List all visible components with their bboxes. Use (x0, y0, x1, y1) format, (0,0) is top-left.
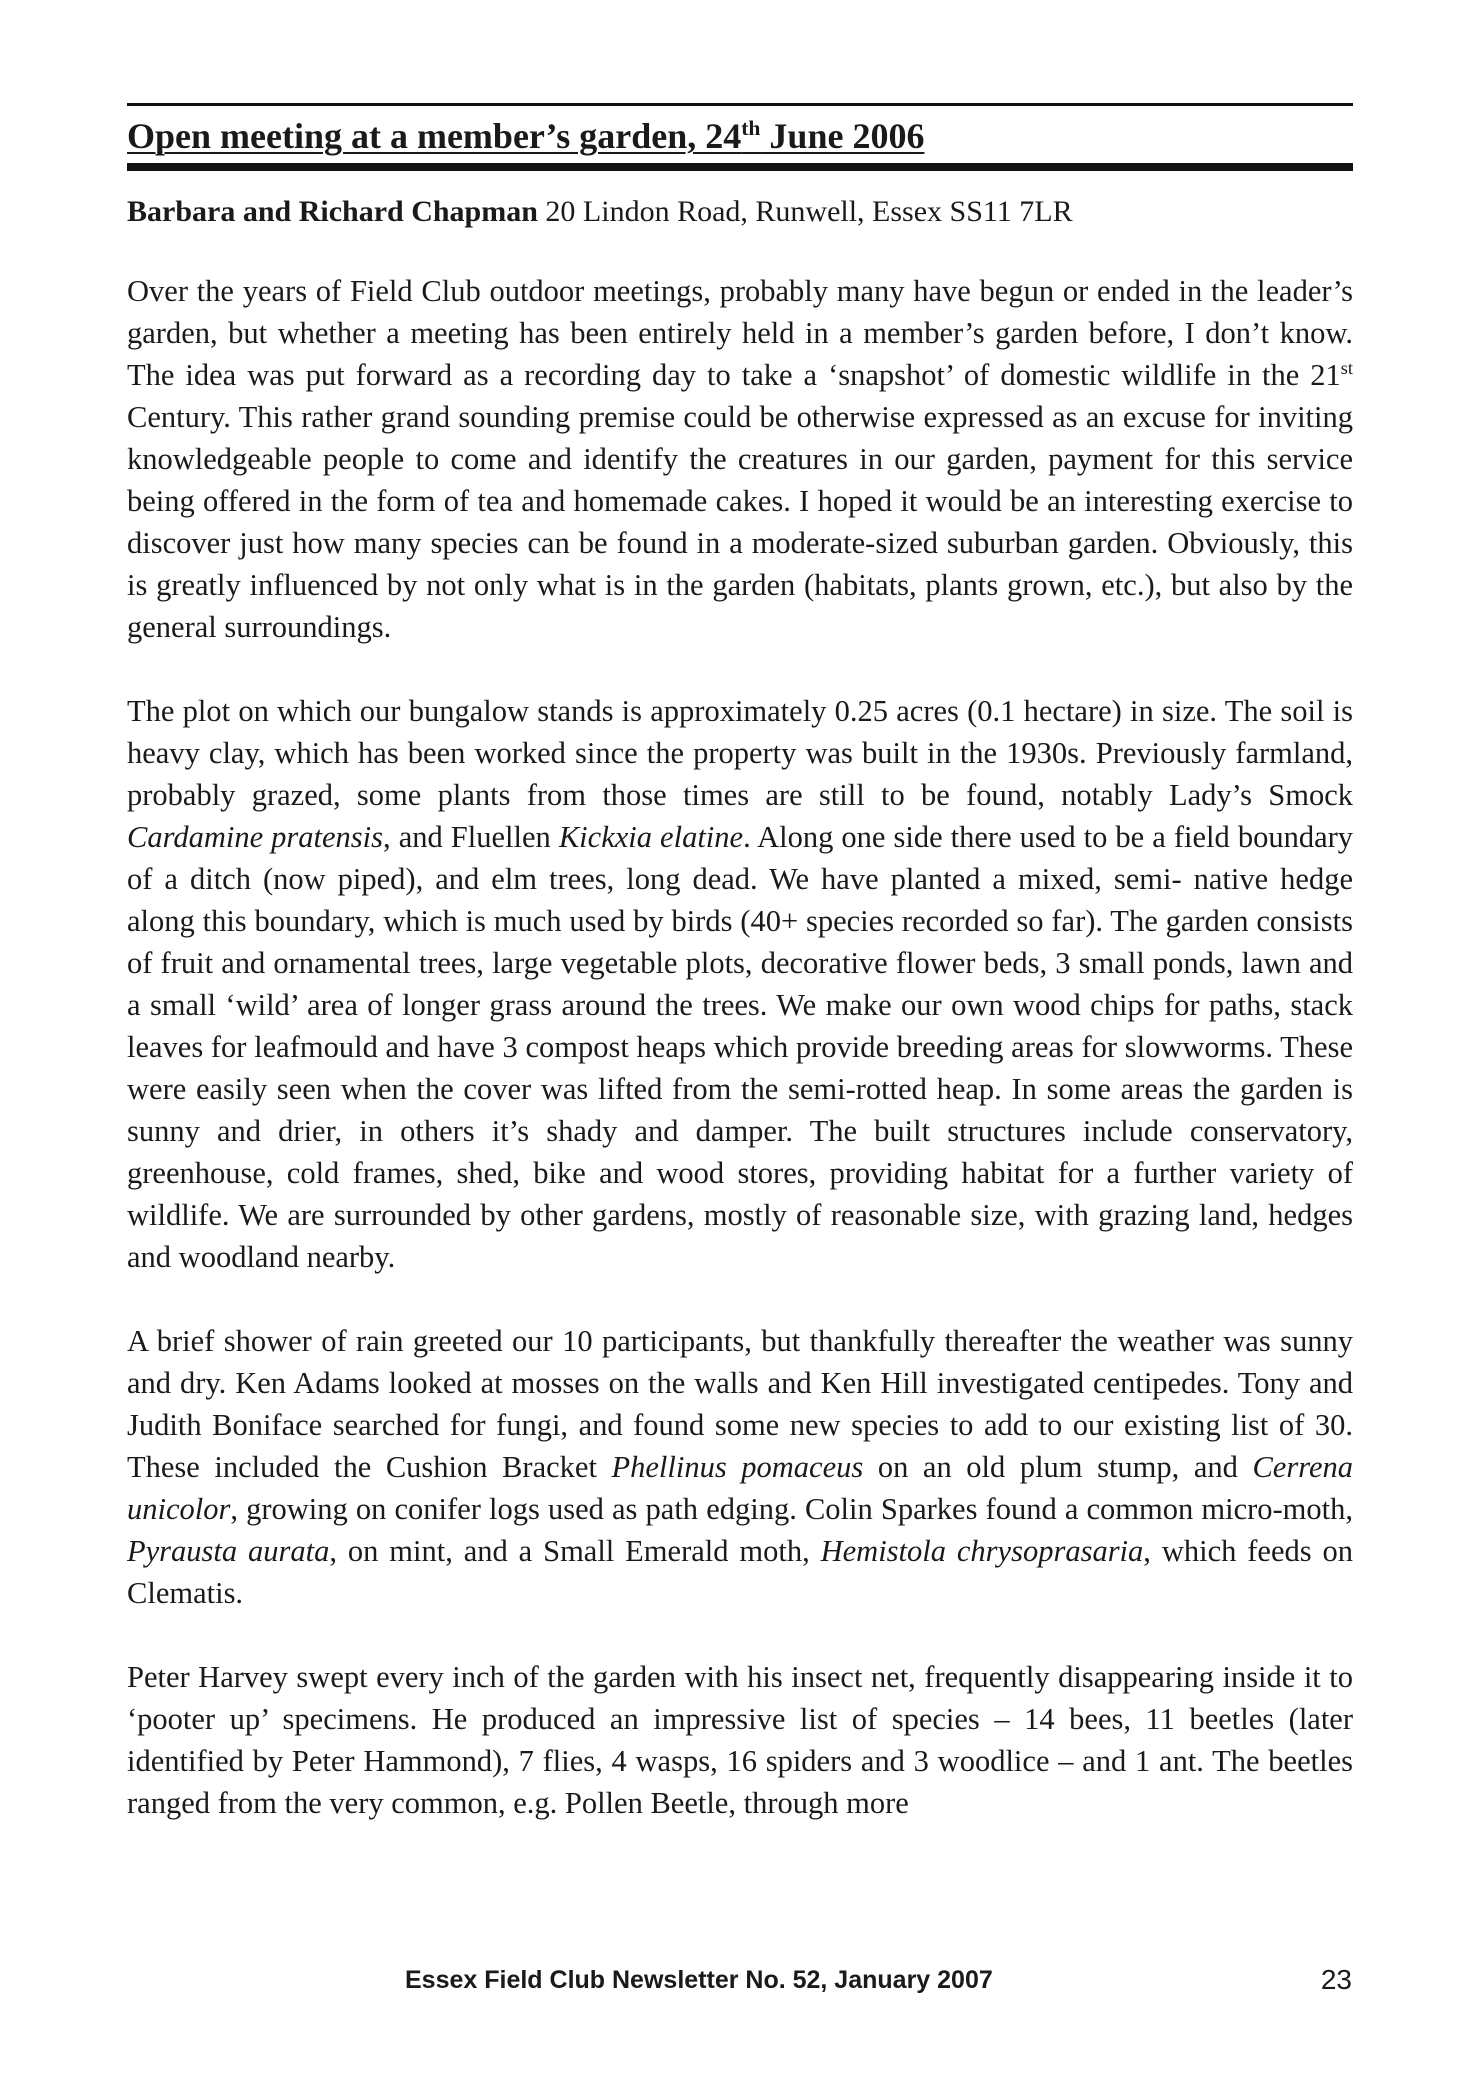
page-number: 23 (1320, 1964, 1352, 1995)
byline-names: Barbara and Richard Chapman (127, 195, 538, 228)
paragraph-text: , which feeds on Clematis. (127, 1534, 1354, 1610)
species-name: Cardamine pratensis (127, 820, 384, 854)
paragraph-text: Century. This rather grand sounding premise could be otherwise expressed as an excuse for inviting knowledgeable people to come and identify the creatures in our garden, payment for this service being offered in the form of tea and homemade cakes. I hoped it would be an interesting exercise to discover just how many species can be found in a moderate-sized suburban garden. Obviously, this is greatly influenced by not only what is in the garden (habitats, plants grown, etc.), but also by the general surroundings. (127, 400, 1353, 644)
page-footer (0, 1962, 1480, 2002)
paragraph-text: on an old plum stump, and (863, 1450, 1253, 1484)
species-name: Cerrena unicolor (127, 1450, 1353, 1526)
species-name: Kickxia elatine (558, 820, 744, 854)
species-name: Phellinus pomaceus (611, 1450, 864, 1484)
footer-publication: Essex Field Club Newsletter No. 52, January 2007 (405, 1966, 993, 1994)
paragraph-text: , growing on conifer logs used as path edging. Colin Sparkes found a common micro-moth, (230, 1492, 1353, 1526)
article-paragraph (127, 1320, 1353, 1614)
paragraph-text: , and Fluellen (383, 820, 559, 854)
paragraph-text: Peter Harvey swept every inch of the garden with his insect net, frequently disappearing inside it to ‘pooter up’ specimens. He produced an impressive list of species – 14 bees, 11 beetles (later identified by Peter Hammond), 7 flies, 4 wasps, 16 spiders and 3 woodlice – and 1 ant. The beetles ranged from the very common, e.g. Pollen Beetle, through more (127, 1660, 1353, 1820)
paragraph-text: A brief shower of rain greeted our 10 participants, but thankfully thereafter the weather was sunny and dry. Ken Adams looked at mosses on the walls and Ken Hill investigated centipedes. Tony and Judith Boniface searched for fungi, and found some new species to add to our existing list of 30. These included the Cushion Bracket (127, 1324, 1353, 1484)
title-bottom-rule (127, 163, 1353, 171)
article-title (127, 112, 1353, 160)
article-title-tail: June 2006 (760, 116, 925, 156)
paragraph-text: . Along one side there used to be a field boundary of a ditch (now piped), and elm trees, long dead. We have planted a mixed, semi- native hedge along this boundary, which is much used by birds (40+ species recorded so far). The garden consists of fruit and ornamental trees, large vegetable plots, decorative flower beds, 3 small ponds, lawn and a small ‘wild’ area of longer grass around the trees. We make our own wood chips for paths, stack leaves for leafmould and have 3 compost heaps which provide breeding areas for slowworms. These were easily seen when the cover was lifted from the semi-rotted heap. In some areas the garden is sunny and drier, in others it’s shady and damper. The built structures include conservatory, greenhouse, cold frames, shed, bike and wood stores, providing habitat for a further variety of wildlife. We are surrounded by other gardens, mostly of reasonable size, with grazing land, hedges and woodland nearby. (127, 820, 1354, 1274)
article-title-main: Open meeting at a member’s garden, 24 (127, 116, 742, 156)
article-byline (127, 192, 1353, 232)
article-title-superscript: th (741, 116, 761, 140)
article-paragraph (127, 1656, 1353, 1824)
title-top-rule (127, 103, 1353, 106)
paragraph-text: , on mint, and a Small Emerald moth, (329, 1534, 821, 1568)
byline-address: 20 Lindon Road, Runwell, Essex SS11 7LR (537, 195, 1073, 228)
species-name: Pyrausta aurata (127, 1534, 330, 1568)
species-name: Hemistola chrysoprasaria (820, 1534, 1144, 1568)
paragraph-text: Over the years of Field Club outdoor meetings, probably many have begun or ended in the leader’s garden, but whether a meeting has been entirely held in a member’s garden before, I don’t know. The idea was put forward as a recording day to take a ‘snapshot’ of domestic wildlife in the 21 (127, 274, 1353, 392)
article-paragraph (127, 690, 1353, 1278)
ordinal-suffix: st (1340, 357, 1353, 378)
article-paragraph (127, 270, 1353, 648)
article-body (127, 270, 1353, 1866)
paragraph-text: The plot on which our bungalow stands is approximately 0.25 acres (0.1 hectare) in size. The soil is heavy clay, which has been worked since the property was built in the 1930s. Previously farmland, probably grazed, some plants from those times are still to be found, notably Lady’s Smock (127, 694, 1353, 812)
